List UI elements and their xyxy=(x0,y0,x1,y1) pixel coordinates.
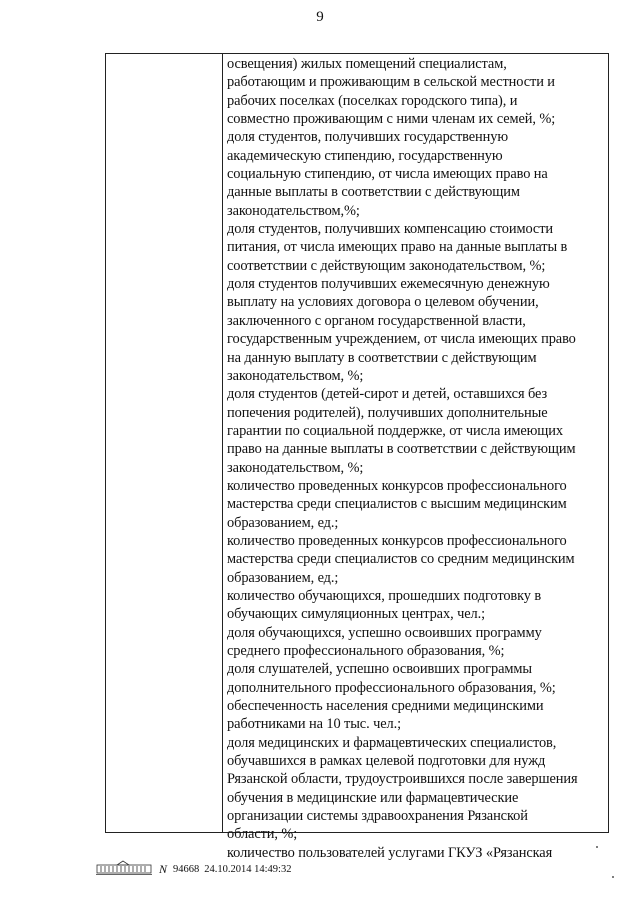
text-line: питания, от числа имеющих право на данные выплаты в xyxy=(227,239,568,256)
text-line: организации системы здравоохранения Рязанской xyxy=(227,808,528,825)
scan-speck xyxy=(612,876,614,878)
text-line: мастерства среди специалистов со средним медицинским xyxy=(227,551,575,568)
document-mark: N xyxy=(159,862,168,876)
scan-speck xyxy=(596,846,598,848)
text-line: социальную стипендию, от числа имеющих право на xyxy=(227,166,548,183)
text-line: среднего профессионального образования, %; xyxy=(227,643,505,659)
document-footer xyxy=(95,860,291,879)
text-line: право на данные выплаты в соответствии с действующим xyxy=(227,441,576,458)
text-line: академическую стипендию, государственную xyxy=(227,147,503,164)
page-number: 9 xyxy=(316,9,324,25)
text-line: государственным учреждением, от числа имеющих право xyxy=(227,331,576,348)
text-line: освещения) жилых помещений специалистам, xyxy=(227,56,507,72)
text-line: количество обучающихся, прошедших подготовку в xyxy=(227,587,542,604)
text-line: обеспеченность населения средними медицинскими xyxy=(227,698,544,715)
text-line: на данную выплату в соответствии с действующим xyxy=(227,349,537,366)
column-divider xyxy=(222,54,223,832)
text-line: области, %; xyxy=(227,826,298,843)
text-line: количество пользователей услугами ГКУЗ «Рязанская xyxy=(227,844,553,861)
document-table xyxy=(105,53,609,861)
text-line: работниками на 10 тыс. чел.; xyxy=(227,716,401,733)
text-line: работающим и проживающим в сельской местности и xyxy=(227,74,555,91)
text-line: законодательством, %; xyxy=(227,367,364,384)
text-line: гарантии по социальной поддержке, от числа имеющих xyxy=(227,422,563,439)
text-line: обучавшихся в рамках целевой подготовки для нужд xyxy=(227,753,546,770)
text-line: доля обучающихся, успешно освоивших программу xyxy=(227,624,542,641)
building-stamp-icon xyxy=(95,860,153,879)
text-line: доля студентов получивших ежемесячную денежную xyxy=(227,276,550,293)
indicators-text-cell xyxy=(227,55,606,862)
text-line: заключенного с органом государственной власти, xyxy=(227,312,526,329)
text-line: доля медицинских и фармацевтических специалистов, xyxy=(227,734,557,751)
text-line: доля студентов, получивших государственную xyxy=(227,129,508,146)
text-line: выплату на условиях договора о целевом обучении, xyxy=(227,294,539,311)
document-datetime: 24.10.2014 14:49:32 xyxy=(204,864,292,875)
text-line: законодательством,%; xyxy=(227,202,360,219)
text-line: совместно проживающим с ними членам их семей, %; xyxy=(227,111,556,128)
text-line: данные выплаты в соответствии с действующим xyxy=(227,184,520,201)
text-line: образованием, ед.; xyxy=(227,569,339,586)
text-line: образованием, ед.; xyxy=(227,514,339,531)
text-line: попечения родителей), получивших дополнительные xyxy=(227,404,548,421)
text-line: обучения в медицинские или фармацевтические xyxy=(227,789,519,806)
text-line: дополнительного профессионального образования, %; xyxy=(227,679,556,696)
text-line: обучающих симуляционных центрах, чел.; xyxy=(227,606,485,623)
text-line: доля слушателей, успешно освоивших программы xyxy=(227,661,532,678)
text-line: количество проведенных конкурсов профессионального xyxy=(227,477,567,494)
document-number: 94668 xyxy=(173,864,200,875)
text-line: мастерства среди специалистов с высшим медицинским xyxy=(227,496,567,513)
text-line: доля студентов (детей-сирот и детей, оставшихся без xyxy=(227,386,548,403)
text-line: законодательством, %; xyxy=(227,459,364,476)
text-line: доля студентов, получивших компенсацию стоимости xyxy=(227,221,553,238)
text-line: соответствии с действующим законодательством, %; xyxy=(227,257,546,274)
text-line: Рязанской области, трудоустроившихся после завершения xyxy=(227,771,578,788)
text-line: рабочих поселках (поселках городского типа), и xyxy=(227,92,518,109)
text-line: количество проведенных конкурсов профессионального xyxy=(227,532,567,549)
